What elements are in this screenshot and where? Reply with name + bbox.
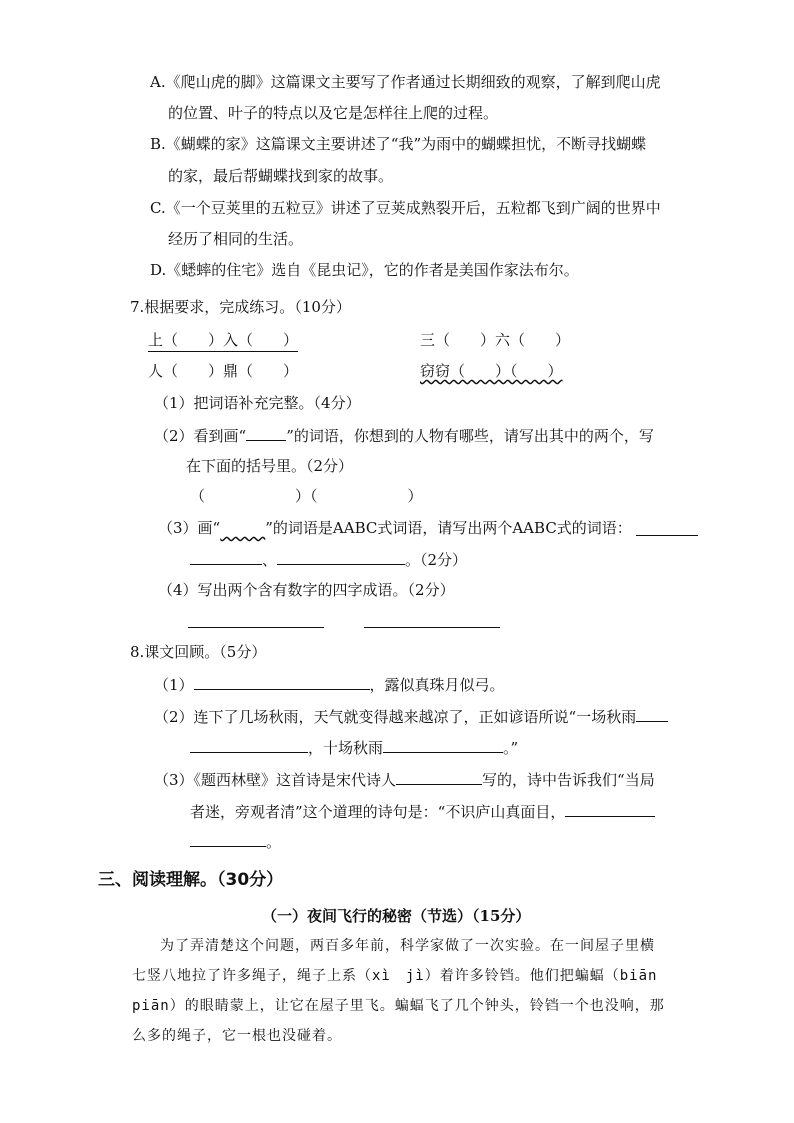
q7-sub-3-blank-2[interactable] [277,549,405,565]
q8-sub-1-suffix: ，露似真珠月似弓。 [369,676,505,694]
q8-sub-2-mid: ，十场秋雨 [308,739,384,757]
q7-sub-2-line2: 在下面的括号里。（2分） [186,457,354,475]
q8-sub-2-blank-1b[interactable] [190,737,308,753]
q6-option-a-line1: A.《爬山虎的脚》这篇课文主要写了作者通过长期细致的观察，了解到爬山虎 [150,73,661,91]
q8-sub-1-prefix: （1） [154,676,194,694]
q8-sub-2-text: （2）连下了几场秋雨，天气就变得越来越凉了，正如谚语所说“一场秋雨 [154,708,637,726]
section-3-title: 三、阅读理解。（30分） [98,870,284,890]
q6-option-b-line2: 的家，最后帮蝴蝶找到家的故事。 [168,167,394,185]
q7-sub-2-brackets[interactable]: （ ）（ ） [190,487,423,505]
q8-sub-3-blank-2b[interactable] [190,831,266,847]
q8-sub-3-prefix: （3）《题西林壁》这首诗是宋代诗人 [154,771,397,789]
q7-sub-2-prefix: （2）看到画“ [154,427,247,445]
q8-sub-1 [154,674,505,695]
q7-sub-3-prefix: （3）画“ [158,519,221,537]
passage-line-1: 为了弄清楚这个问题，两百多年前，科学家做了一次实验。在一间屋子里横 [160,938,655,954]
q8-sub-3-end: 。 [266,833,282,851]
q8-sub-1-blank[interactable] [194,674,370,690]
q8-sub-3-line3 [190,831,281,852]
q7-word-3: 人（ ）鼎（ ） [148,362,299,380]
q7-sub-3-blank-1b[interactable] [190,549,262,565]
q6-option-a-line2: 的位置、叶子的特点以及它是怎样往上爬的过程。 [168,104,499,122]
q7-sub-3-suffix: ”的词语是AABC式词语，请写出两个AABC式的词语： [265,519,632,537]
q7-wavy-mark [220,519,265,537]
q7-word-2: 三（ ）六（ ） [420,331,571,349]
q6-option-d: D.《蟋蟀的住宅》选自《昆虫记》，它的作者是美国作家法布尔。 [150,261,579,279]
q8-sub-2-end: 。” [503,739,519,757]
q8-title: 8.课文回顾。（5分） [130,643,267,661]
q7-sub-3-sep: 、 [262,551,278,569]
q7-word-1: 上（ ）入（ ） [148,330,298,352]
q7-sub-4-blank-1[interactable] [188,612,324,628]
q6-option-c-line2: 经历了相同的生活。 [168,230,304,248]
q7-sub-3-end: 。（2分） [405,551,468,569]
q7-title: 7.根据要求，完成练习。（10分） [130,298,351,316]
q8-sub-3-blank-poet[interactable] [396,769,482,785]
passage-line-2: 七竖八地拉了许多绳子，绳子上系（xì jì）着许多铃铛。他们把蝙蝠（biān [132,968,658,984]
q7-sub-2-suffix: ”的词语，你想到的人物有哪些，请写出其中的两个，写 [286,427,654,445]
q7-sub-4-blank-2[interactable] [364,612,500,628]
passage-line-3: piān）的眼睛蒙上，让它在屋子里飞。蝙蝠飞了几个钟头，铃铛一个也没响，那 [132,998,665,1014]
passage-line-4: 么多的绳子，它一根也没碰着。 [132,1028,342,1044]
q7-sub-1: （1）把词语补充完整。（4分） [154,394,361,412]
q7-word-4: 窃窃（ ）（ ） [420,362,563,380]
q7-straight-mark [246,425,286,441]
q8-sub-3-text: 者迷，旁观者清”这个道理的诗句是：“不识庐山真面目， [190,803,566,821]
q6-option-b-line1: B.《蝴蝶的家》这篇课文主要讲述了“我”为雨中的蝴蝶担忧，不断寻找蝴蝶 [150,135,647,153]
q8-sub-2-blank-2[interactable] [383,737,503,753]
q7-sub-2-line1 [154,425,654,446]
q8-sub-3-blank-2a[interactable] [565,801,655,817]
q7-sub-3-line2 [190,549,467,570]
q8-sub-2-blank-1a[interactable] [636,706,668,722]
q8-sub-2-line1 [154,706,668,727]
q6-option-c-line1: C.《一个豆荚里的五粒豆》讲述了豆荚成熟裂开后，五粒都飞到广阔的世界中 [150,199,661,217]
q7-sub-3-line1 [158,518,632,538]
q8-sub-2-line2 [190,737,518,758]
passage-title: （一）夜间飞行的秘密（节选）（15分） [262,907,531,925]
q8-sub-3-line1 [154,769,655,790]
q8-sub-3-line2 [190,801,655,822]
q7-sub-4: （4）写出两个含有数字的四字成语。（2分） [158,581,455,599]
q8-sub-3-mid: 写的，诗中告诉我们“当局 [482,771,655,789]
q7-sub-3-blank-1a[interactable] [636,520,698,536]
